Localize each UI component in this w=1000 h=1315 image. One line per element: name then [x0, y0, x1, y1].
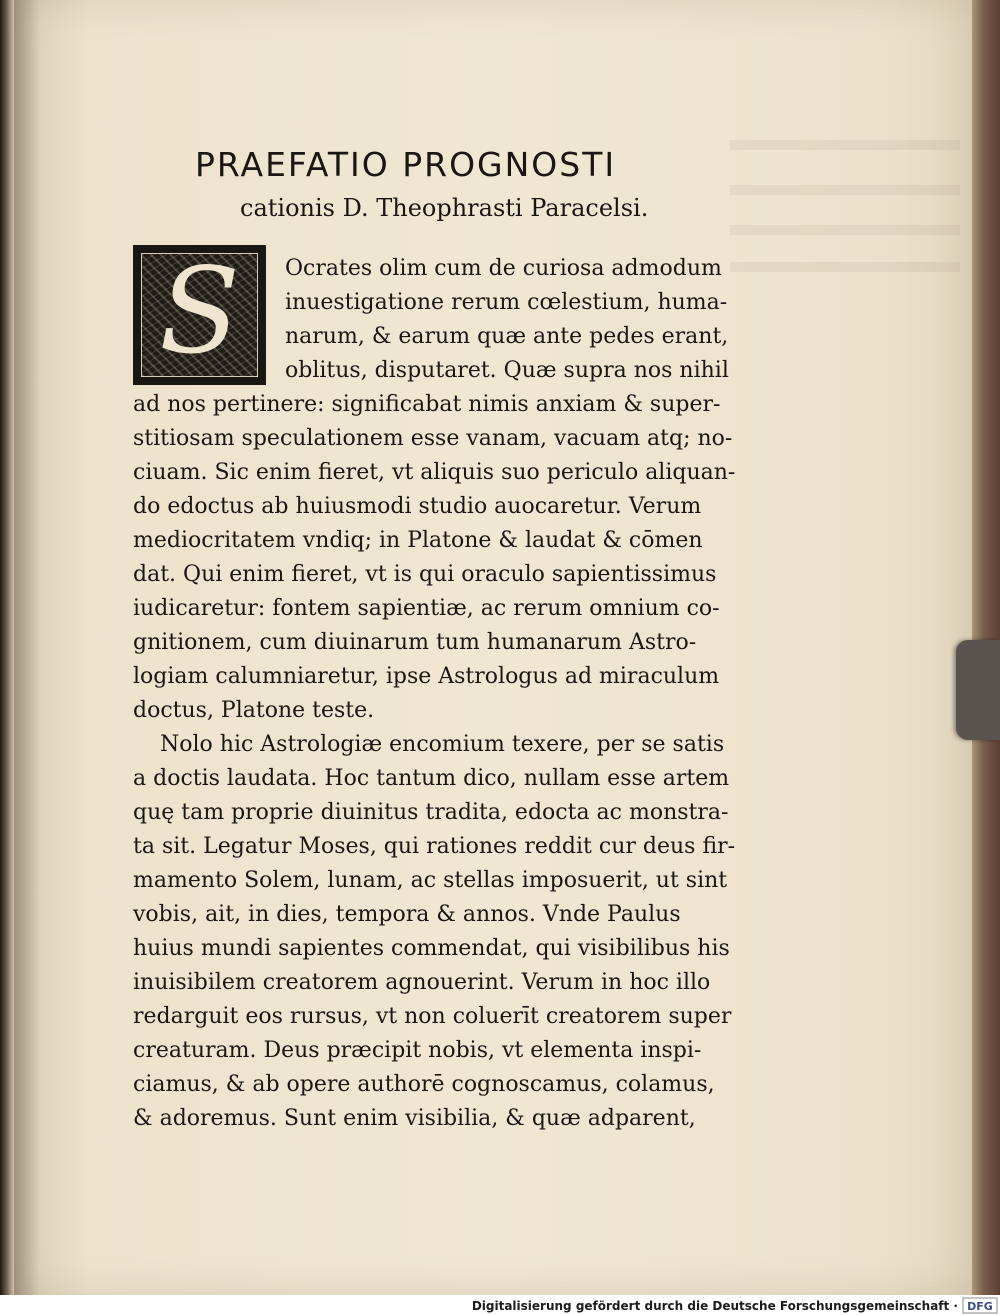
text-line: quę tam proprie diuinitus tradita, edocta ac monstra-: [133, 800, 729, 825]
book-spine-edge: [0, 0, 14, 1295]
text-line: ciamus, & ab opere authorē cognoscamus, colamus,: [133, 1072, 715, 1097]
text-line: do edoctus ab huiusmodi studio auocaretur. Verum: [133, 494, 702, 519]
text-line: narum, & earum quæ ante pedes erant,: [285, 324, 729, 349]
text-line: doctus, Platone teste.: [133, 698, 375, 723]
text-line: Ocrates olim cum de curiosa admodum: [285, 256, 722, 281]
text-line: & adoremus. Sunt enim visibilia, & quæ adparent,: [133, 1106, 696, 1131]
text-line: huius mundi sapientes commendat, qui visibilibus his: [133, 936, 730, 961]
text-line: creaturam. Deus præcipit nobis, vt elementa inspi-: [133, 1038, 702, 1063]
decorated-initial: [133, 242, 266, 385]
text-line: ciuam. Sic enim fieret, vt aliquis suo periculo aliquan-: [133, 460, 736, 485]
text-line: inuisibilem creatorem agnouerint. Verum in hoc illo: [133, 970, 711, 995]
text-line: inuestigatione rerum cœlestium, huma-: [285, 290, 728, 315]
text-line: logiam calumniaretur, ipse Astrologus ad miraculum: [133, 664, 720, 689]
page-subheading: cationis D. Theophrasti Paracelsi.: [240, 194, 649, 222]
text-line: a doctis laudata. Hoc tantum dico, nullam esse artem: [133, 766, 730, 791]
dfg-logo: [963, 1298, 997, 1313]
initial-letter: S: [159, 242, 240, 380]
text-line: ad nos pertinere: significabat nimis anxiam & super-: [133, 392, 721, 417]
page-heading: PRAEFATIO PROGNOSTI: [195, 145, 617, 184]
text-line: iudicaretur: fontem sapientiæ, ac rerum omnium co-: [133, 596, 720, 621]
show-through: [730, 225, 960, 235]
text-line: vobis, ait, in dies, tempora & annos. Vnde Paulus: [133, 902, 681, 927]
text-line: mamento Solem, lunam, ac stellas imposuerit, ut sint: [133, 868, 728, 893]
text-line: gnitionem, cum diuinarum tum humanarum Astro-: [133, 630, 697, 655]
text-line: redarguit eos rursus, vt non coluerīt creatorem super: [133, 1004, 732, 1029]
text-line: oblitus, disputaret. Quæ supra nos nihil: [285, 358, 729, 383]
gutter-shadow: [14, 0, 40, 1295]
show-through: [730, 185, 960, 195]
text-line: Nolo hic Astrologiæ encomium texere, per se satis: [160, 732, 725, 757]
text-line: stitiosam speculationem esse vanam, vacuam atq; no-: [133, 426, 733, 451]
digitization-credit: Digitalisierung gefördert durch die Deutsche Forschungsgemeinschaft ·: [471, 1299, 958, 1313]
clip-marker: [956, 640, 1000, 740]
text-line: mediocritatem vndiq; in Platone & laudat & cōmen: [133, 528, 703, 553]
text-line: dat. Qui enim fieret, vt is qui oraculo sapientissimus: [133, 562, 717, 587]
dfg-logo-text: DFG: [967, 1300, 993, 1313]
text-line: ta sit. Legatur Moses, qui rationes reddit cur deus fir-: [133, 834, 736, 859]
